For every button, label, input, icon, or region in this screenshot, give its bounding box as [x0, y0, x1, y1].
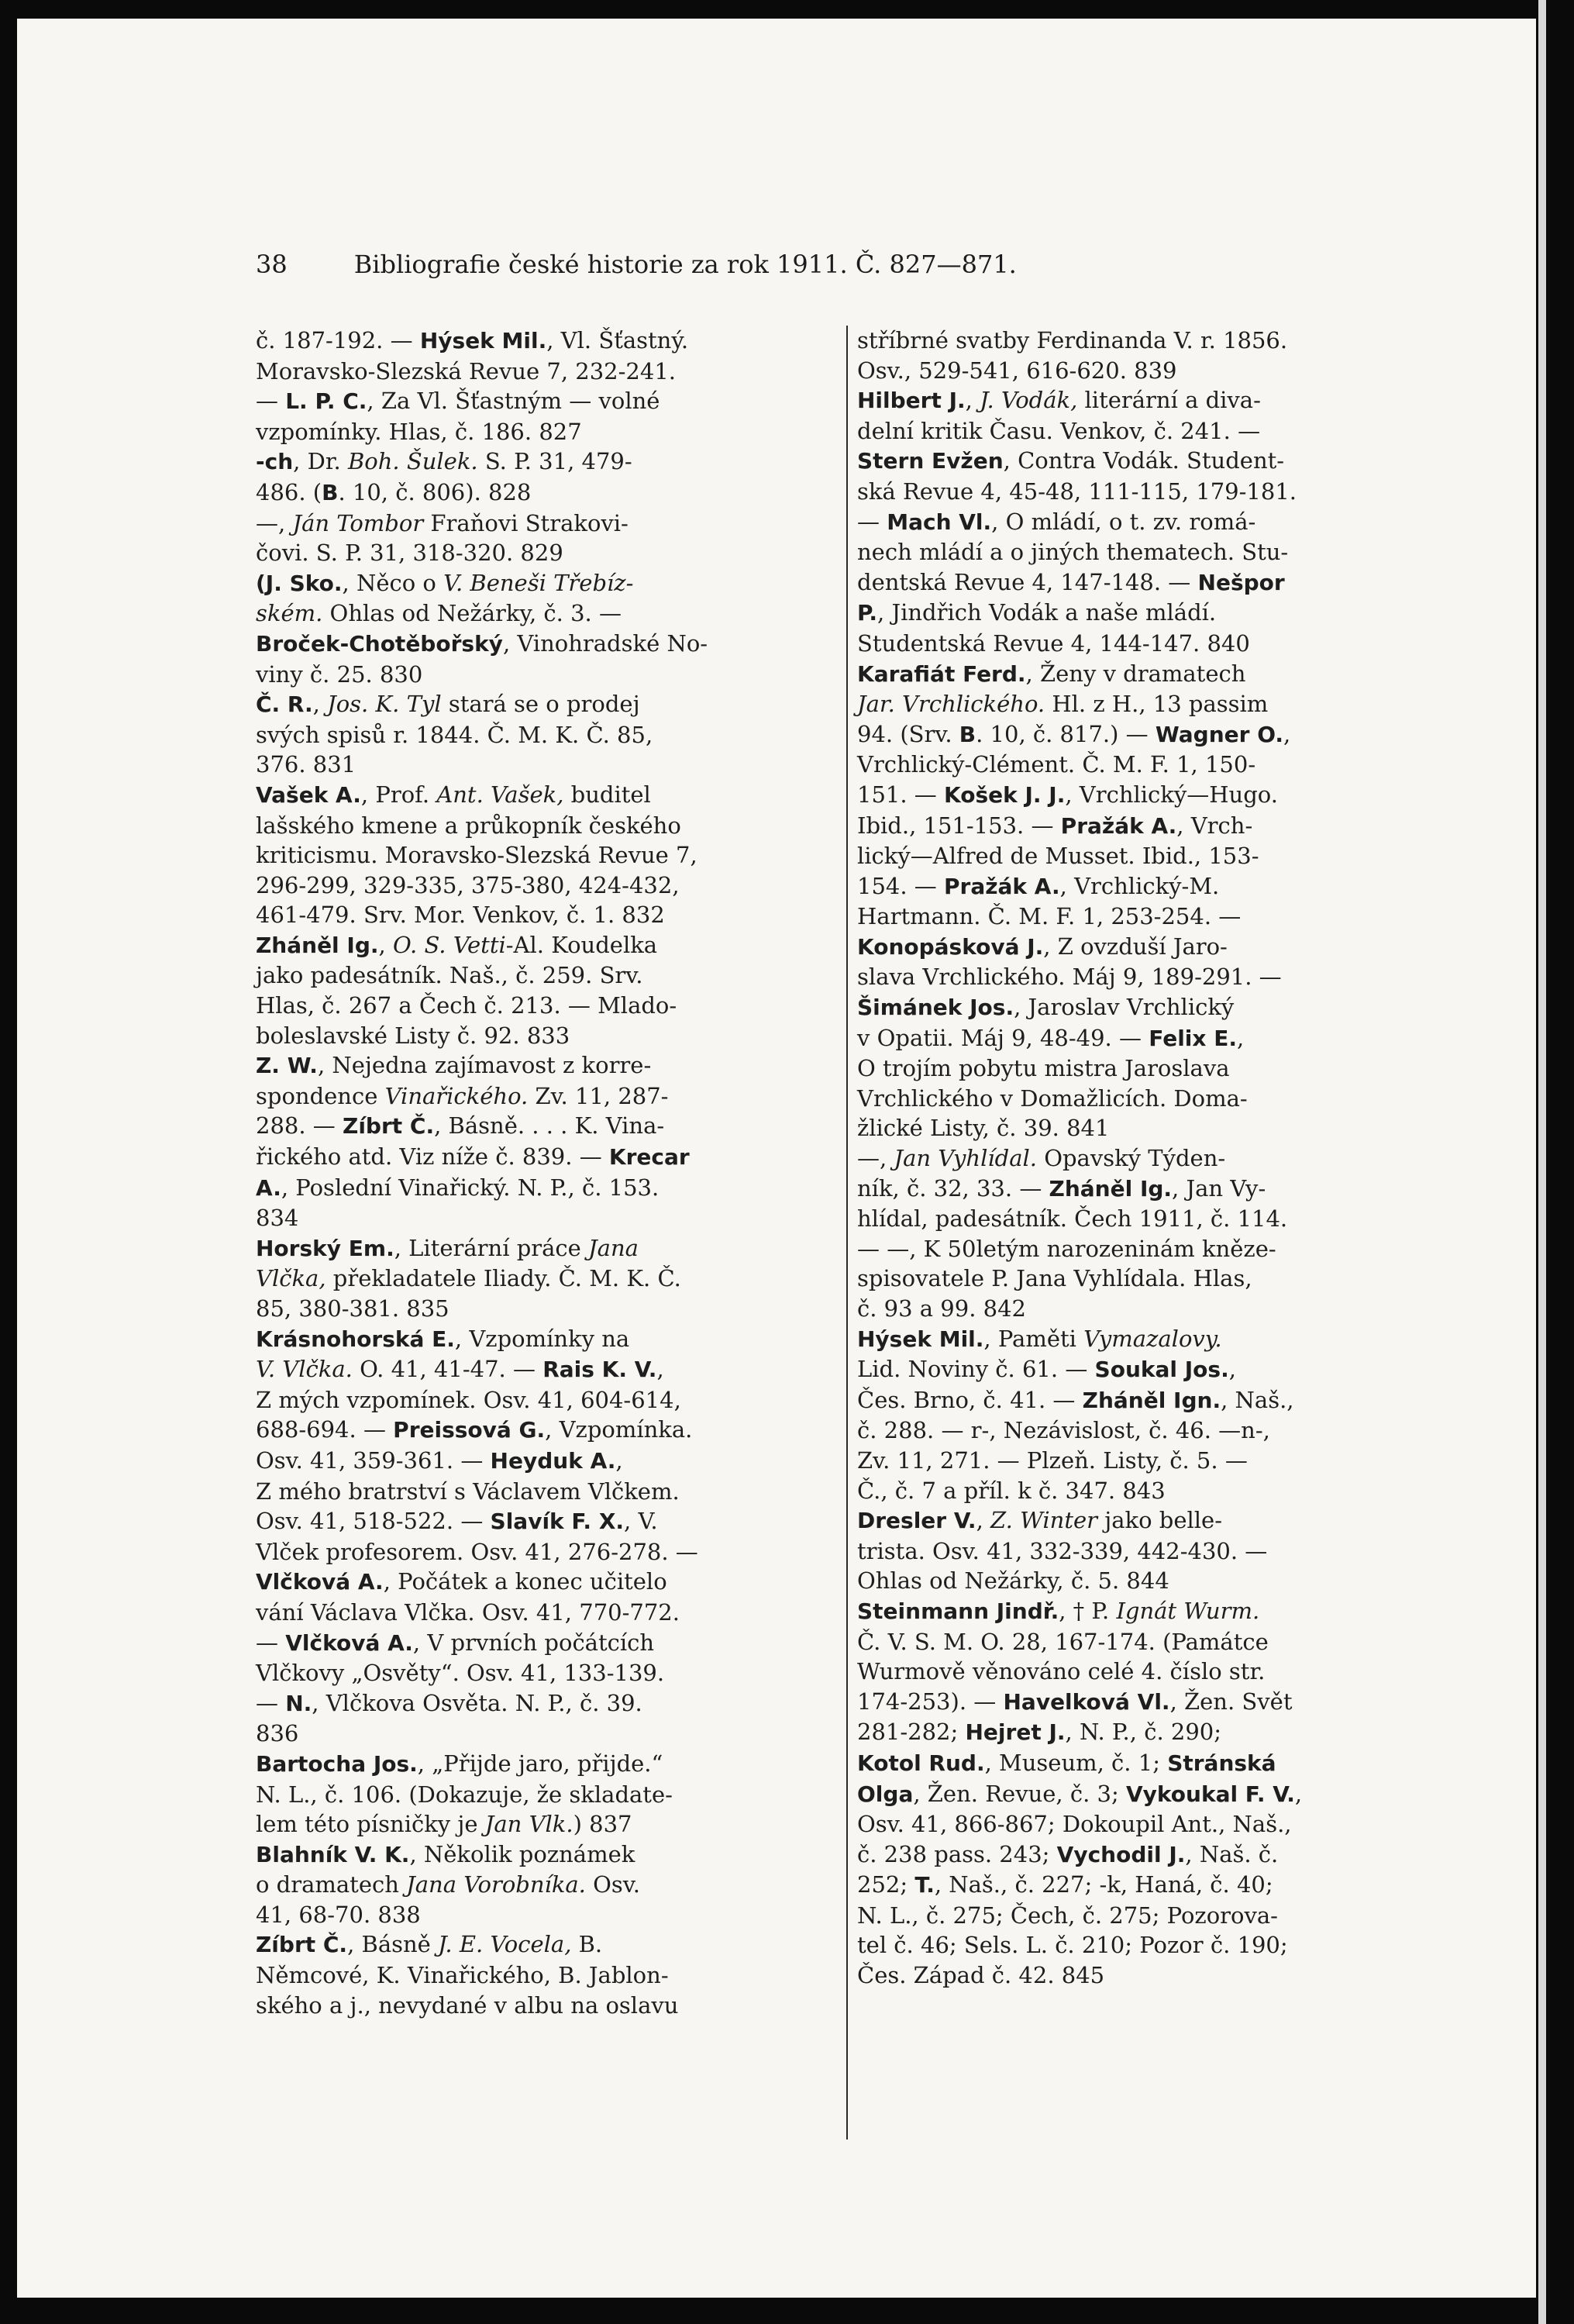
author-name: T. [914, 1872, 935, 1898]
author-name: Felix E. [1149, 1025, 1237, 1051]
author-name: Košek J. J. [944, 781, 1066, 808]
italic-title: Ant. Vašek, [436, 781, 564, 808]
text-line: —, Jan Vyhlídal. Opavský Týden- [857, 1145, 1226, 1172]
italic-title: Ján Tombor [292, 509, 424, 536]
text-line: vání Václava Vlčka. Osv. 41, 770-772. [256, 1598, 680, 1626]
text-line: spisovatele P. Jana Vyhlídala. Hlas, [857, 1265, 1252, 1292]
italic-title: Jana [588, 1234, 639, 1261]
text-line: Z. W., Nejedna zajímavost z korre- [256, 1052, 652, 1079]
text-line: Čes. Brno, č. 41. — Zháněl Ign., Naš., [857, 1386, 1294, 1413]
author-name: Hýsek Mil. [857, 1326, 984, 1352]
text-line: 94. (Srv. B. 10, č. 817.) — Wagner O., [857, 720, 1291, 747]
text-line: kriticismu. Moravsko-Slezská Revue 7, [256, 842, 697, 869]
author-name: Č. R. [256, 691, 313, 718]
author-name: Vašek A. [256, 781, 361, 808]
text-line: Ohlas od Nežárky, č. 5. 844 [857, 1567, 1169, 1595]
text-line: O trojím pobytu mistra Jaroslava [857, 1055, 1230, 1082]
italic-title: J. Vodák, [980, 387, 1078, 414]
text-line: 296-299, 329-335, 375-380, 424-432, [256, 871, 680, 898]
author-name: -ch [256, 449, 294, 475]
author-name: A. [256, 1174, 281, 1201]
text-line: — N., Vlčkova Osvěta. N. P., č. 39. [256, 1689, 642, 1716]
author-name: Vychodil J. [1056, 1841, 1186, 1867]
text-line: čovi. S. P. 31, 318-320. 829 [256, 540, 563, 567]
author-name: Bartocha Jos. [256, 1750, 418, 1777]
author-name: Šimánek Jos. [857, 995, 1014, 1021]
author-name: Z. W. [256, 1053, 318, 1079]
text-line: Vašek A., Prof. Ant. Vašek, buditel [256, 781, 651, 808]
text-line: Vlčka, překladatele Iliady. Č. M. K. Č. [256, 1265, 681, 1292]
text-line: 376. 831 [256, 751, 356, 778]
author-name: Pražák A. [944, 873, 1060, 899]
text-line: Z mých vzpomínek. Osv. 41, 604-614, [256, 1386, 681, 1413]
author-name: Hýsek Mil. [419, 328, 547, 353]
text-line: stříbrné svatby Ferdinanda V. r. 1856. [857, 327, 1288, 353]
text-line: Blahník V. K., Několik poznámek [256, 1840, 635, 1867]
text-line: žlické Listy, č. 39. 841 [857, 1115, 1110, 1142]
text-line: 486. (B. 10, č. 806). 828 [256, 478, 532, 505]
right-column [857, 326, 1440, 1991]
text-line: Krásnohorská E., Vzpomínky na [256, 1325, 630, 1352]
italic-title: O. S. Vetti [392, 931, 506, 958]
text-line: Konopásková J., Z ovzduší Jaro- [857, 933, 1228, 960]
author-name: Soukal Jos. [1094, 1357, 1229, 1383]
italic-title: V. Beneši Třebíz- [443, 569, 634, 596]
italic-title: Jan Vyhlídal. [894, 1145, 1037, 1172]
text-line: Hilbert J., J. Vodák, literární a diva- [857, 387, 1261, 414]
author-name: Stern Evžen [857, 448, 1004, 474]
text-line: v Opatii. Máj 9, 48-49. — Felix E., [857, 1024, 1245, 1051]
author-name: Preissová G. [393, 1417, 546, 1443]
author-name: L. P. C. [285, 388, 367, 415]
author-name: Krásnohorská E. [256, 1326, 455, 1352]
text-line: — L. P. C., Za Vl. Šťastným — volné [256, 388, 660, 415]
text-line: —, Ján Tombor Fraňovi Strakovi- [256, 509, 629, 536]
text-line: řického atd. Viz níže č. 839. — Krecar [256, 1143, 690, 1171]
text-line: Osv. 41, 518-522. — Slavík F. X., V. [256, 1508, 658, 1535]
text-line: Vlčková A., Počátek a konec učitelo [256, 1568, 667, 1595]
text-line: 288. — Zíbrt Č., Básně. . . . K. Vina- [256, 1112, 665, 1140]
author-name: Hilbert J. [857, 388, 966, 414]
text-line: č. 187-192. — Hýsek Mil., Vl. Šťastný. [256, 327, 689, 353]
text-line: lický—Alfred de Musset. Ibid., 153- [857, 843, 1259, 870]
text-line: Horský Em., Literární práce Jana [256, 1234, 639, 1261]
text-line: vzpomínky. Hlas, č. 186. 827 [256, 418, 582, 445]
text-line: Č. R., Jos. K. Tyl stará se o prodej [256, 691, 640, 718]
text-line: — Mach Vl., O mládí, o t. zv. romá- [857, 508, 1256, 535]
text-line: Č. V. S. M. O. 28, 167-174. (Památce [857, 1628, 1269, 1655]
text-line: lem této písničky je Jan Vlk.) 837 [256, 1811, 632, 1838]
author-name: Zíbrt Č. [256, 1932, 348, 1958]
text-line: ského a j., nevydané v albu na oslavu [256, 1991, 679, 2019]
left-column [256, 326, 835, 2020]
italic-title: Vinařického. [384, 1082, 529, 1109]
text-line: dentská Revue 4, 147-148. — Nešpor [857, 568, 1285, 595]
text-line: N. L., č. 275; Čech, č. 275; Pozorova- [857, 1902, 1278, 1929]
text-line: 174-253). — Havelková Vl., Žen. Svět [857, 1688, 1293, 1715]
text-line: hlídal, padesátník. Čech 1911, č. 114. [857, 1205, 1288, 1233]
italic-title: Vlčka, [256, 1265, 326, 1292]
author-name: Nešpor [1197, 569, 1285, 595]
text-line: ském. Ohlas od Nežárky, č. 3. — [256, 600, 622, 627]
text-line: lašského kmene a průkopník českého [256, 812, 681, 839]
italic-title: J. E. Vocela, [438, 1931, 572, 1958]
text-line: Kotol Rud., Museum, č. 1; Stránská [857, 1749, 1276, 1776]
text-line: Karafiát Ferd., Ženy v dramatech [857, 660, 1246, 687]
text-line: -ch, Dr. Boh. Šulek. S. P. 31, 479- [256, 448, 632, 475]
text-line: tel č. 46; Sels. L. č. 210; Pozor č. 190; [857, 1932, 1288, 1959]
text-line: 281-282; Hejret J., N. P., č. 290; [857, 1719, 1222, 1746]
author-name: P. [857, 600, 878, 626]
author-name: Zíbrt Č. [343, 1113, 435, 1140]
text-line: Zháněl Ig., O. S. Vetti-Al. Koudelka [256, 931, 658, 958]
author-name: Vlčková A. [285, 1629, 413, 1656]
text-line: č. 238 pass. 243; Vychodil J., Naš. č. [857, 1840, 1279, 1867]
text-line: Vrchlického v Domažlicích. Doma- [857, 1084, 1248, 1112]
text-line: Moravsko-Slezská Revue 7, 232-241. [256, 357, 676, 384]
text-line: Hýsek Mil., Paměti Vymazalovy. [857, 1325, 1222, 1352]
author-name: Broček-Chotěbořský [256, 630, 503, 657]
text-line: delní kritik Času. Venkov, č. 241. — [857, 417, 1261, 444]
text-line: Jar. Vrchlického. Hl. z H., 13 passim [857, 691, 1269, 718]
text-line: svých spisů r. 1844. Č. M. K. Č. 85, [256, 721, 653, 748]
text-line: Stern Evžen, Contra Vodák. Student- [857, 447, 1285, 474]
text-line: Vlček profesorem. Osv. 41, 276-278. — [256, 1538, 698, 1565]
text-line: boleslavské Listy č. 92. 833 [256, 1022, 570, 1049]
author-name: Steinmann Jindř. [857, 1598, 1059, 1624]
text-line: A., Poslední Vinařický. N. P., č. 153. [256, 1174, 660, 1201]
header-title: Bibliografie české historie za rok 1911. Č. 827—871. [353, 250, 1017, 279]
italic-title: Ignát Wurm. [1116, 1597, 1260, 1624]
italic-title: Jan Vlk. [484, 1811, 573, 1838]
text-line: 688-694. — Preissová G., Vzpomínka. [256, 1416, 693, 1443]
text-line: Osv., 529-541, 616-620. 839 [857, 357, 1177, 384]
text-line: Zíbrt Č., Básně J. E. Vocela, B. [256, 1931, 603, 1958]
text-line: — —, K 50letým narozeninám kněze- [857, 1235, 1276, 1262]
text-line: 836 [256, 1720, 299, 1747]
author-name: Wagner O. [1155, 721, 1284, 747]
author-name: Rais K. V. [542, 1357, 657, 1383]
text-line: Dresler V., Z. Winter jako belle- [857, 1507, 1223, 1534]
italic-title: ském. [256, 600, 323, 627]
author-name: Dresler V. [857, 1508, 976, 1534]
author-name: Kotol Rud. [857, 1750, 985, 1776]
text-line: 154. — Pražák A., Vrchlický-M. [857, 872, 1220, 899]
author-name: Zháněl Ig. [256, 932, 379, 958]
author-name: Olga [857, 1781, 914, 1807]
running-header [256, 250, 1279, 279]
author-name: Karafiát Ferd. [857, 660, 1026, 687]
text-line: viny č. 25. 830 [256, 660, 423, 688]
text-line: Studentská Revue 4, 144-147. 840 [857, 629, 1250, 657]
text-line: P., Jindřich Vodák a naše mládí. [857, 599, 1217, 626]
text-line: N. L., č. 106. (Dokazuje, že skladate- [256, 1781, 673, 1808]
text-line: Wurmově věnováno celé 4. číslo str. [857, 1658, 1266, 1685]
author-name: Blahník V. K. [256, 1841, 410, 1867]
italic-title: Boh. Šulek. [347, 448, 478, 475]
page-edge-strip [1538, 0, 1546, 2324]
italic-title: Jar. Vrchlického. [857, 691, 1045, 718]
text-line: 461-479. Srv. Mor. Venkov, č. 1. 832 [256, 902, 665, 929]
text-line: (J. Sko., Něco o V. Beneši Třebíz- [256, 569, 634, 596]
text-line: Lid. Noviny č. 61. — Soukal Jos., [857, 1356, 1236, 1383]
author-name: Zháněl Ig. [1049, 1175, 1173, 1202]
text-line: č. 93 a 99. 842 [857, 1295, 1026, 1322]
text-line: Vlčkovy „Osvěty“. Osv. 41, 133-139. [256, 1660, 665, 1687]
text-line: Z mého bratrství s Václavem Vlčkem. [256, 1477, 680, 1505]
text-line: Zv. 11, 271. — Plzeň. Listy, č. 5. — [857, 1446, 1248, 1474]
text-line: 252; T., Naš., č. 227; -k, Haná, č. 40; [857, 1871, 1273, 1898]
text-line: č. 288. — r-, Nezávislost, č. 46. —n-, [857, 1417, 1270, 1444]
author-name: Vykoukal F. V. [1125, 1781, 1295, 1807]
italic-title: Vymazalovy. [1083, 1325, 1222, 1352]
text-line: trista. Osv. 41, 332-339, 442-430. — [857, 1537, 1268, 1564]
text-line: ská Revue 4, 45-48, 111-115, 179-181. [857, 478, 1297, 505]
text-line: o dramatech Jana Vorobníka. Osv. [256, 1871, 640, 1898]
author-name: (J. Sko. [256, 570, 343, 596]
text-line: Osv. 41, 866-867; Dokoupil Ant., Naš., [857, 1811, 1292, 1838]
author-name: N. [285, 1690, 312, 1716]
author-name: Slavík F. X. [490, 1509, 625, 1535]
text-line: Broček-Chotěbořský, Vinohradské No- [256, 629, 708, 657]
text-line: 151. — Košek J. J., Vrchlický—Hugo. [857, 781, 1278, 808]
author-name: Horský Em. [256, 1235, 394, 1261]
text-line: Steinmann Jindř., † P. Ignát Wurm. [857, 1597, 1260, 1624]
text-line: — Vlčková A., V prvních počátcích [256, 1629, 655, 1656]
author-name: B [322, 479, 339, 505]
author-name: Mach Vl. [887, 509, 992, 535]
author-name: Zháněl Ign. [1082, 1387, 1221, 1413]
italic-title: Jos. K. Tyl [327, 691, 442, 718]
text-line: Němcové, K. Vinařického, B. Jablon- [256, 1962, 669, 1989]
text-line: Osv. 41, 359-361. — Heyduk A., [256, 1446, 623, 1474]
text-line: Šimánek Jos., Jaroslav Vrchlický [857, 994, 1235, 1021]
text-line: Hartmann. Č. M. F. 1, 253-254. — [857, 903, 1242, 930]
text-line: spondence Vinařického. Zv. 11, 287- [256, 1082, 669, 1109]
column-divider [846, 326, 848, 2140]
text-line: V. Vlčka. O. 41, 41-47. — Rais K. V., [256, 1356, 664, 1383]
author-name: B [959, 721, 976, 747]
text-line: 41, 68-70. 838 [256, 1901, 421, 1928]
author-name: Krecar [608, 1144, 690, 1171]
italic-title: Jana Vorobníka. [406, 1871, 586, 1898]
author-name: Havelková Vl. [1003, 1688, 1170, 1715]
text-line: Čes. Západ č. 42. 845 [857, 1962, 1105, 1989]
text-line: nech mládí a o jiných thematech. Stu- [857, 539, 1289, 566]
author-name: Hejret J. [965, 1719, 1066, 1746]
text-line: Vrchlický-Clément. Č. M. F. 1, 150- [857, 751, 1256, 778]
author-name: Konopásková J. [857, 933, 1044, 960]
author-name: Vlčková A. [256, 1569, 384, 1595]
text-line: 834 [256, 1205, 299, 1232]
text-line: Hlas, č. 267 a Čech č. 213. — Mlado- [256, 992, 677, 1019]
italic-title: V. Vlčka. [256, 1356, 353, 1383]
text-line: slava Vrchlického. Máj 9, 189-291. — [857, 964, 1282, 991]
text-line: jako padesátník. Naš., č. 259. Srv. [256, 962, 643, 989]
text-line: Č., č. 7 a příl. k č. 347. 843 [857, 1477, 1166, 1504]
author-name: Heyduk A. [490, 1447, 616, 1474]
text-line: Ibid., 151-153. — Pražák A., Vrch- [857, 812, 1253, 839]
text-line: Olga, Žen. Revue, č. 3; Vykoukal F. V., [857, 1780, 1303, 1807]
text-line: ník, č. 32, 33. — Zháněl Ig., Jan Vy- [857, 1174, 1266, 1202]
text-line: 85, 380-381. 835 [256, 1295, 449, 1322]
italic-title: Z. Winter [990, 1507, 1098, 1534]
author-name: Stránská [1167, 1750, 1276, 1776]
author-name: Pražák A. [1060, 812, 1177, 839]
page-number: 38 [256, 250, 288, 279]
text-line: Bartocha Jos., „Přijde jaro, přijde.“ [256, 1750, 663, 1777]
